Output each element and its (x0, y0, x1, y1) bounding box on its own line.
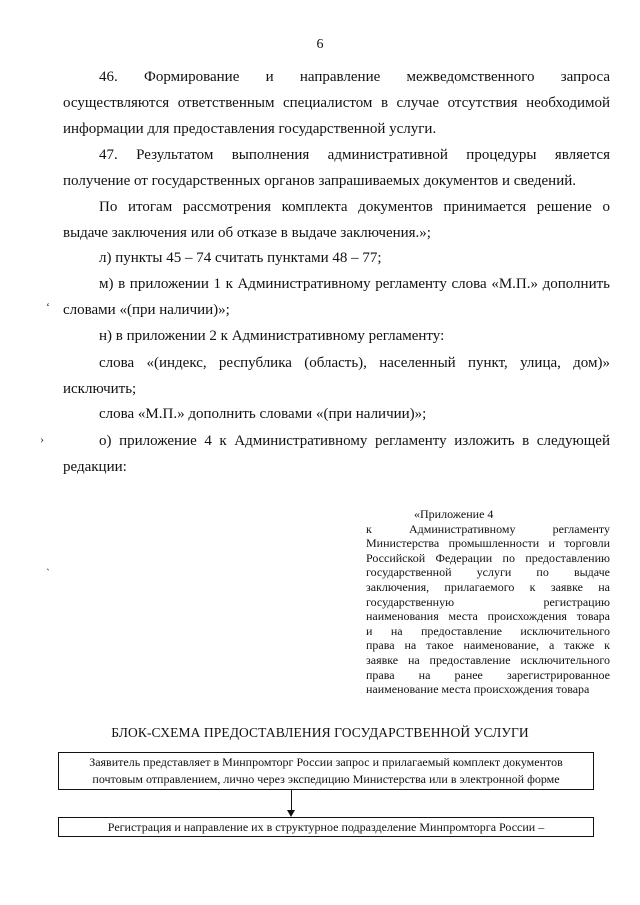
text-line: информации для предоставления государственной услуги. (63, 121, 437, 137)
box-text-line: почтовым отправлением, лично через экспедицию Министерства или в электронной форме (92, 772, 560, 786)
text-line: По итогам рассмотрения комплекта документов принимается решение о (99, 199, 610, 215)
text-line: о) приложение 4 к Административному регламенту изложить в следующей (99, 433, 610, 449)
paragraph-n (63, 323, 610, 349)
text-line: редакции: (63, 459, 127, 475)
appendix-line: государственной услуги по выдаче (366, 565, 610, 580)
text-line: л) пункты 45 – 74 считать пунктами 48 – 77; (99, 250, 382, 266)
appendix-line: права на такое наименование, а также к (366, 638, 610, 653)
text-line: исключить; (63, 381, 137, 397)
flowchart-box-application (58, 752, 594, 790)
box-text-line: Заявитель представляет в Минпромторг России запрос и прилагаемый комплект документов (89, 755, 563, 769)
text-line: слова «(индекс, республика (область), населенный пункт, улица, дом)» (99, 355, 610, 371)
paragraph-slova (63, 350, 610, 402)
appendix-line: права на ранее зарегистрированное (366, 667, 610, 682)
text-line: 46. Формирование и направление межведомственного запроса (99, 69, 610, 85)
appendix-line: заявке на предоставление исключительного (366, 652, 610, 667)
text-line: н) в приложении 2 к Административному регламенту: (99, 328, 445, 344)
box-text-line: Регистрация и направление их в структурное подразделение Минпромторга России – (107, 820, 545, 834)
text-line: словами «(при наличии)»; (63, 302, 230, 318)
paragraph-46 (63, 64, 610, 142)
paragraph-mp (63, 401, 610, 427)
appendix-line: государственную регистрацию (366, 594, 610, 609)
scheme-title: БЛОК-СХЕМА ПРЕДОСТАВЛЕНИЯ ГОСУДАРСТВЕННОЙ УСЛУГИ (111, 725, 529, 740)
appendix-title: «Приложение 4 (414, 507, 494, 521)
scan-speck: ʻ (46, 300, 50, 314)
text-line: получение от государственных органов запрашиваемых документов и сведений. (63, 173, 577, 189)
flowchart-box-registration (58, 817, 594, 837)
text-line: 47. Результатом выполнения административной процедуры является (99, 147, 610, 163)
text-line: слова «М.П.» дополнить словами «(при наличии)»; (99, 406, 427, 422)
scan-speck: › (40, 432, 44, 446)
appendix-line: заключения, прилагаемого к заявке на (366, 579, 610, 594)
paragraph-m (63, 271, 610, 323)
paragraph-47 (63, 142, 610, 194)
text-line: осуществляются ответственным специалистом в случае отсутствия необходимой (63, 95, 610, 111)
appendix-line: к Административному регламенту (366, 521, 610, 536)
appendix-line: и на предоставление исключительного (366, 623, 610, 638)
appendix-line: Министерства промышленности и торговли (366, 536, 610, 551)
paragraph-l (63, 245, 610, 271)
appendix-header (366, 507, 610, 697)
page-number: 6 (316, 37, 324, 52)
appendix-line: наименование места происхождения товара (366, 682, 590, 697)
appendix-line: наименования места происхождения товара (366, 609, 610, 624)
paragraph-o (63, 428, 610, 480)
text-line: м) в приложении 1 к Административному регламенту слова «М.П.» дополнить (99, 276, 610, 292)
flow-arrow-shaft (291, 790, 292, 811)
flow-arrow-head (287, 810, 295, 817)
paragraph-itogi (63, 194, 610, 246)
appendix-line: Российской Федерации по предоставлению (366, 550, 610, 565)
text-line: выдаче заключения или об отказе в выдаче заключения.»; (63, 225, 431, 241)
scan-speck: ˋ (46, 566, 50, 580)
